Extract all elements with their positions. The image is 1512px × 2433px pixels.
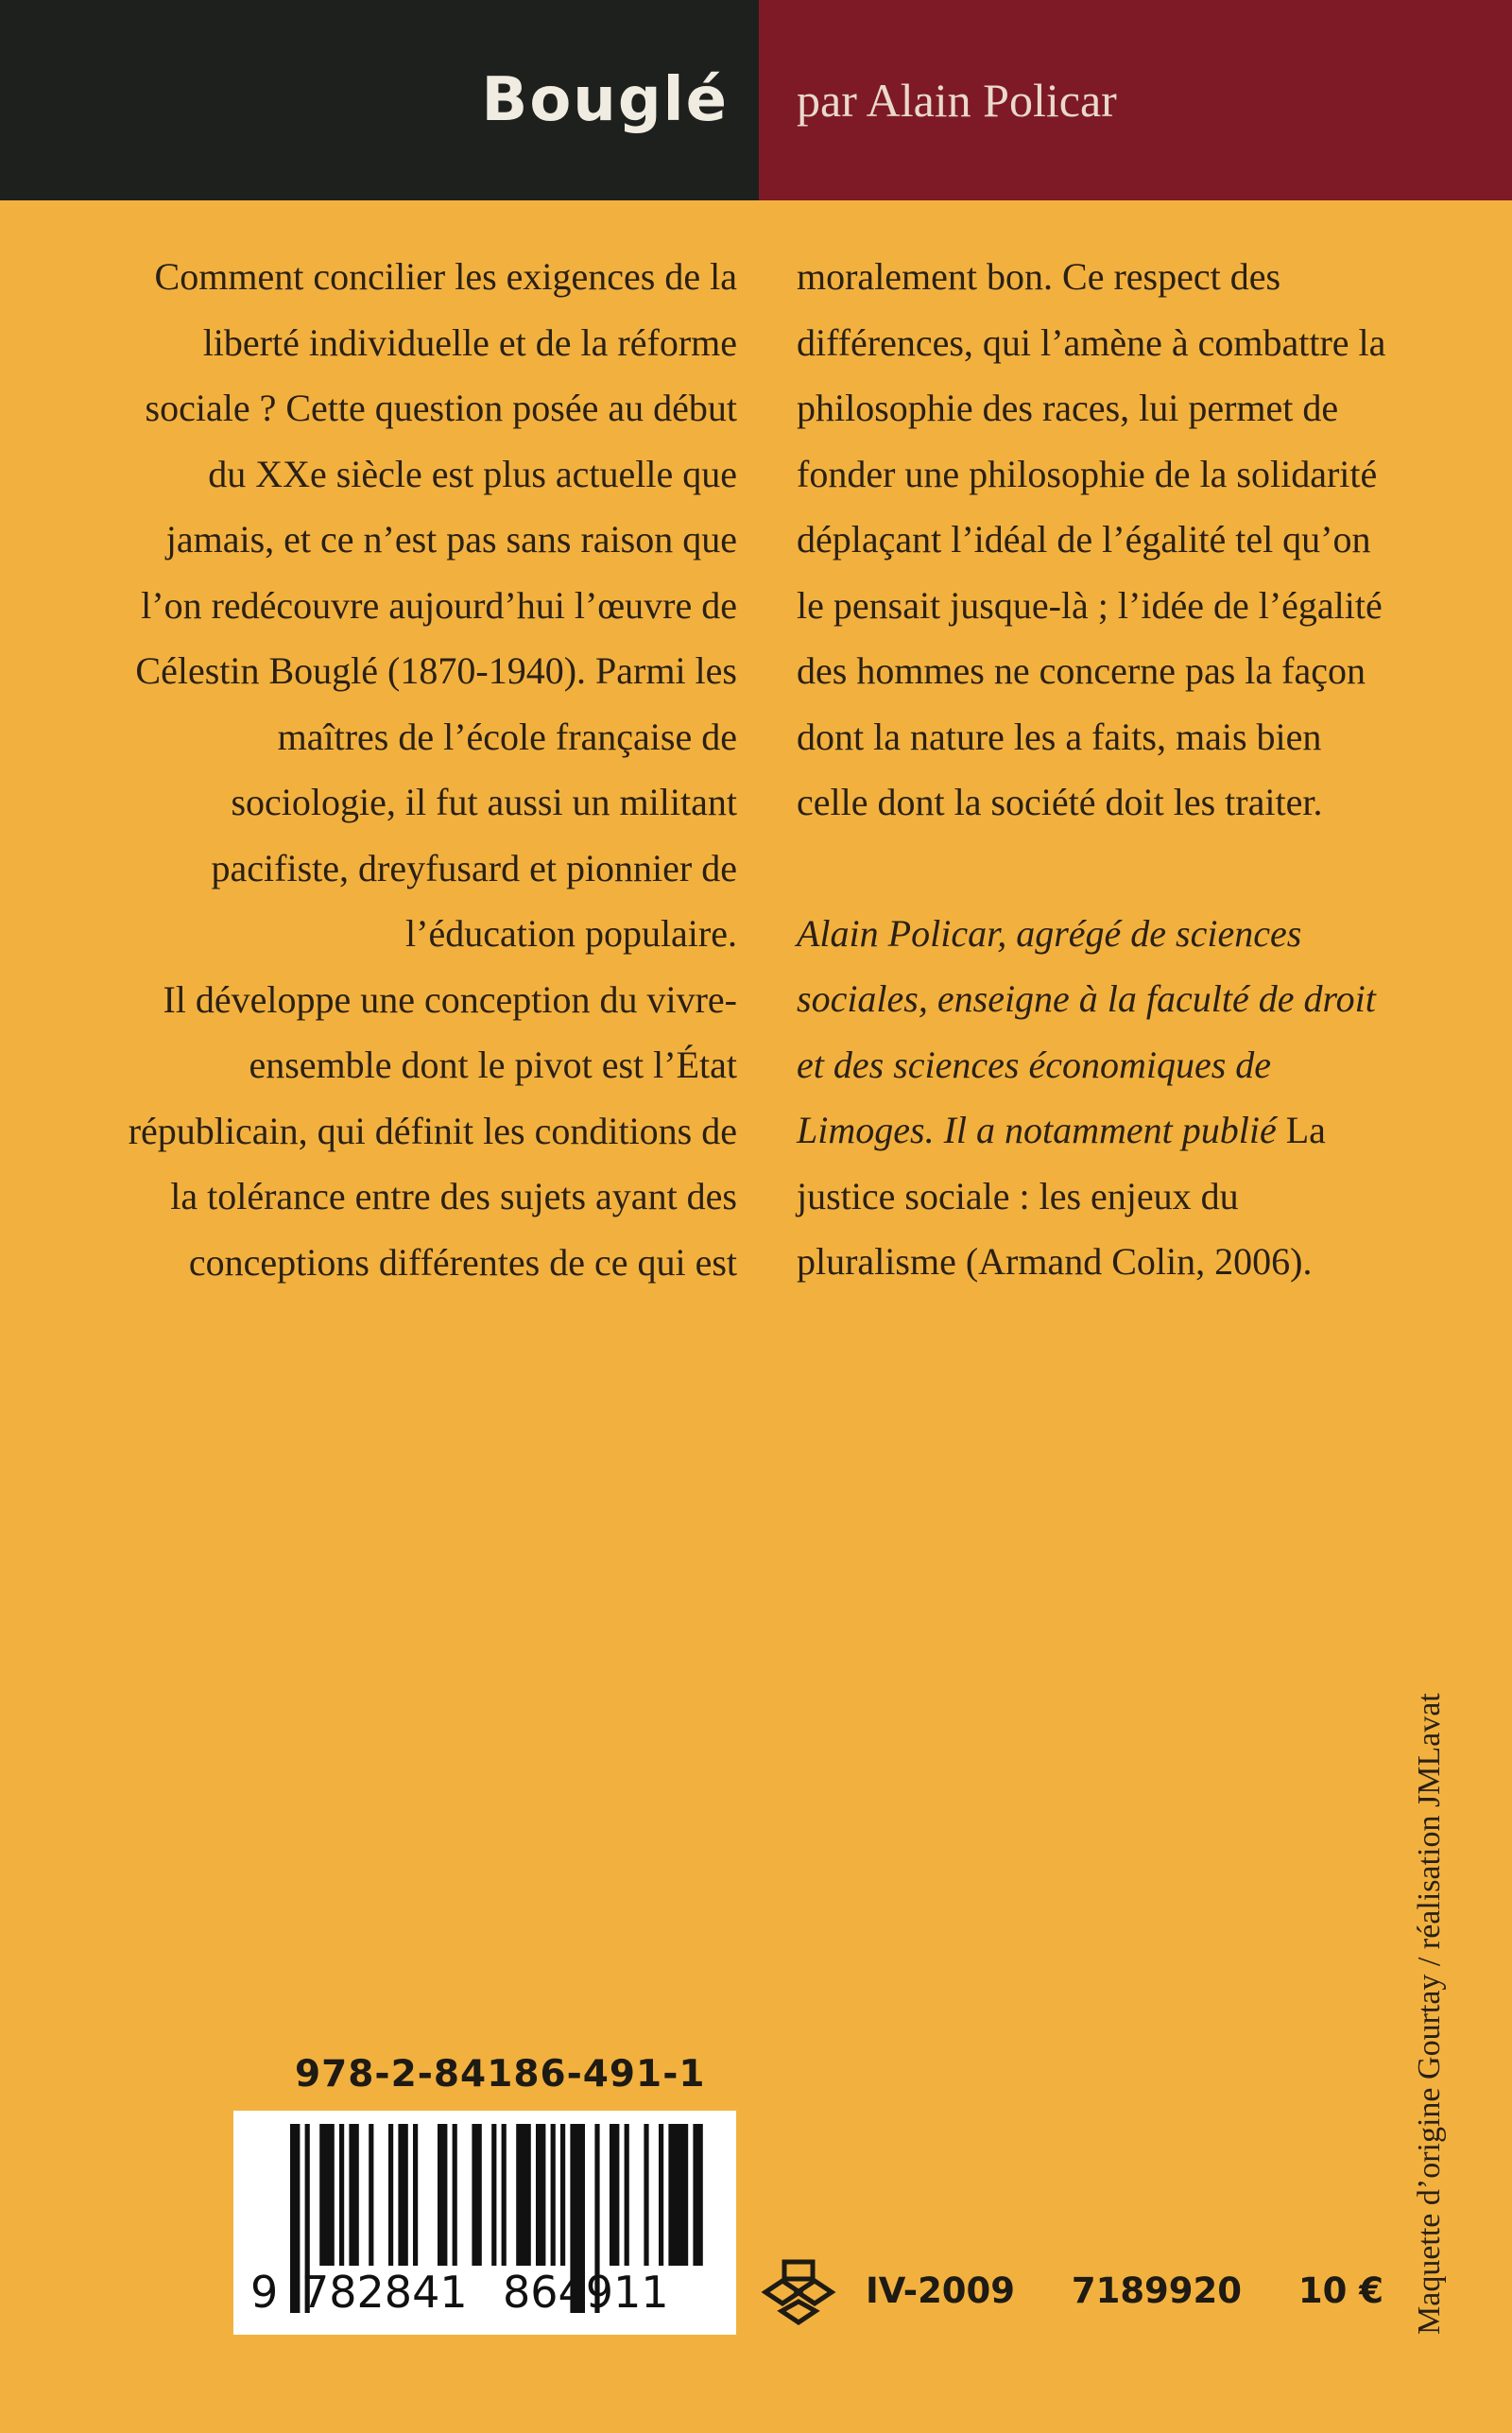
barcode-bar (536, 2124, 545, 2266)
paragraph-1: Comment concilier les exigences de la liberté individuelle et de la réforme sociale ? Cette question posée au début du XXe siècle est plus actuelle que jamais, et ce n’est pas sans raison que l’on redécouvre aujourd’hui l’œuvre de Célestin Bouglé (1870-1940). Parmi les maîtres de l’école française de sociologie, il fut aussi un militant pacifiste, dreyfusard et pionnier de l’éducation populaire. (135, 255, 737, 955)
isbn-number: 978-2-84186-491-1 (295, 2053, 706, 2096)
barcode-bar (388, 2124, 393, 2266)
barcode-bar (502, 2124, 507, 2266)
price: 10 € (1297, 2270, 1383, 2311)
barcode-bar (625, 2124, 629, 2266)
footer-codes (866, 2270, 1383, 2311)
author-bio (797, 901, 1401, 1295)
barcode-bar (491, 2124, 496, 2266)
barcode-bar (659, 2124, 663, 2266)
barcode-bar (319, 2124, 335, 2266)
text-column-left (104, 244, 737, 1295)
product-code: 7189920 (1071, 2270, 1243, 2311)
barcode-bar (472, 2124, 481, 2266)
barcode-bar (398, 2124, 407, 2266)
barcode-bar (413, 2124, 418, 2266)
barcode-bar (668, 2124, 688, 2266)
bio-book-title: La justice sociale : les enjeux du pluralisme (Armand Colin, 2006). (797, 1109, 1326, 1283)
paragraph-2: Il développe une conception du vivre-ensemble dont le pivot est l’État républicain, qui définit les conditions de la tolérance entre des sujets ayant des conceptions différentes de ce qui est (128, 977, 737, 1284)
edition-code: IV-2009 (866, 2270, 1016, 2311)
header-left-panel (0, 0, 759, 200)
barcode (233, 2111, 736, 2335)
barcode-bar (516, 2124, 531, 2266)
header-band (0, 0, 1512, 200)
bio-text: Alain Policar, agrégé de sciences sociales, enseigne à la faculté de droit et des sciences économiques de Limoges. Il a notamment publié (797, 911, 1376, 1151)
publisher-logo-icon (756, 2254, 841, 2330)
barcode-bar (693, 2124, 702, 2266)
header-right-panel (759, 0, 1512, 200)
barcode-bar (453, 2124, 457, 2266)
author-byline: par Alain Policar (797, 74, 1117, 127)
barcode-bar (290, 2124, 300, 2313)
design-credit: Maquette d’origine Gourtay / réalisation JMLavat (1412, 1693, 1447, 2335)
barcode-right-digits: 864911 (503, 2267, 669, 2318)
barcode-left-digits: 782841 (301, 2267, 468, 2318)
barcode-first-digit: 9 (250, 2267, 279, 2318)
barcode-bar (349, 2124, 358, 2266)
barcode-bar (610, 2124, 619, 2266)
barcode-bar (644, 2124, 648, 2266)
barcode-bar (551, 2124, 556, 2266)
paragraph-3: moralement bon. Ce respect des différences, qui l’amène à combattre la philosophie des races, lui permet de fonder une philosophie de la solidarité déplaçant l’idéal de l’égalité tel qu’on le pensait jusque-là ; l’idée de l’égalité des hommes ne concerne pas la façon dont la nature les a faits, mais bien celle dont la société doit les traiter. (797, 255, 1386, 823)
barcode-bar (339, 2124, 344, 2266)
book-title: Bouglé (481, 65, 729, 135)
text-column-right (797, 244, 1401, 1295)
barcode-bar (560, 2124, 565, 2266)
barcode-bar (438, 2124, 447, 2266)
barcode-bar (369, 2124, 373, 2266)
